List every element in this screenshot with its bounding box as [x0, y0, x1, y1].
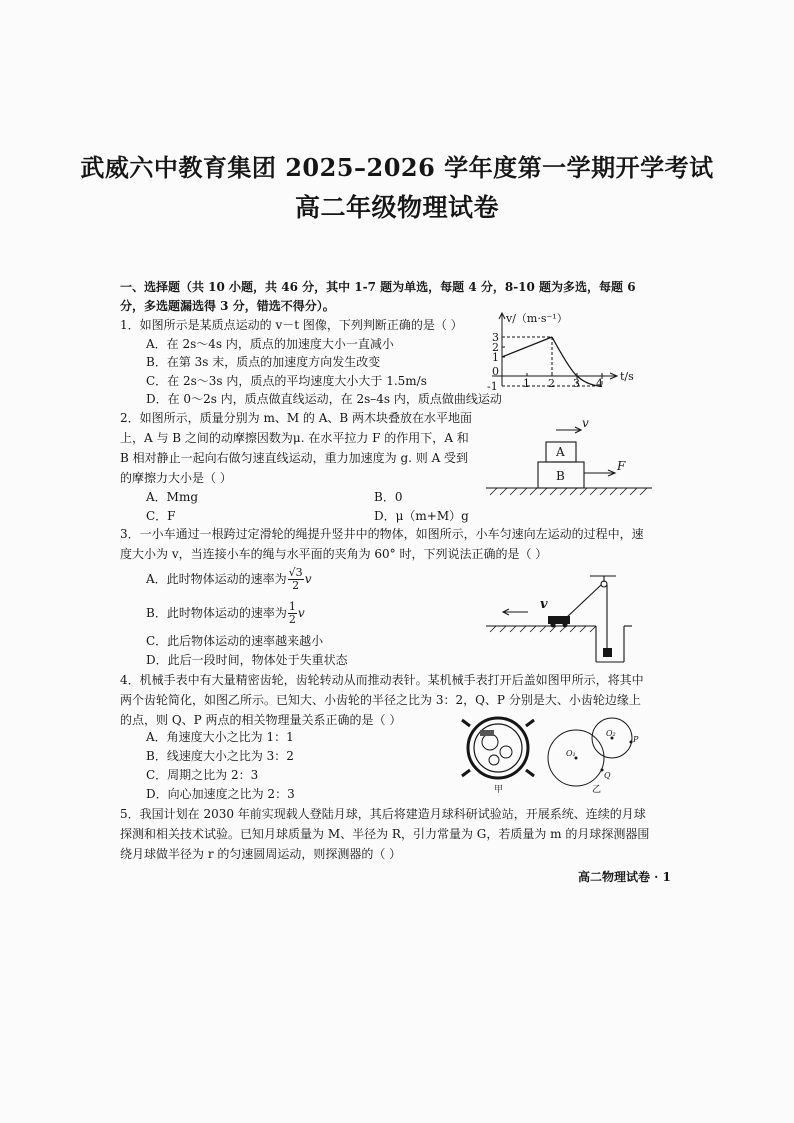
- q3-option-b-numerator: 1: [288, 600, 296, 613]
- q2-option-b: B．0: [374, 490, 403, 504]
- q4-watch-bridge: [480, 730, 494, 736]
- q1-xtick-label-3: 3: [573, 377, 580, 390]
- q4-option-c: C．周期之比为 2：3: [146, 768, 259, 782]
- q4-option-d: D．向心加速度之比为 2：3: [146, 787, 295, 801]
- q4-watch-case: [468, 718, 528, 778]
- q3-label-v: v: [540, 597, 548, 612]
- q3-option-a-var: v: [304, 572, 312, 586]
- q4-watch-photo: [458, 712, 538, 796]
- q1-ytick-label-3: 3: [492, 331, 499, 344]
- q3-pulley-figure: [484, 570, 634, 666]
- q2-label-v: v: [582, 416, 589, 430]
- q2-label-f: F: [617, 459, 626, 473]
- q1-option-c: C．在 2s～3s 内，质点的平均速度大小大于 1.5m/s: [146, 374, 427, 388]
- q4-label-p: P: [633, 735, 639, 744]
- q3-rope-to-car: [566, 585, 601, 618]
- q1-option-b: B．在第 3s 末，质点的加速度方向发生改变: [146, 355, 381, 369]
- q1-xtick-label-2: 2: [548, 377, 555, 390]
- q3-option-c: C．此后物体运动的速率越来越小: [146, 634, 324, 648]
- q2-stem: 2．如图所示，质量分别为 m、M 的 A、B 两木块叠放在水平地面上，A 与 B 之间的动摩擦因数为μ. 在水平拉力 F 的作用下，A 和 B 相对静止一起向右做匀速直线运动，重力加速度为 g. 则 A 受到的摩擦力大小是（ ）: [120, 411, 473, 485]
- q3-option-b-var: v: [297, 606, 305, 620]
- q4-label-o1: O₁: [566, 749, 576, 758]
- q1-xtick-label-4: 4: [596, 377, 603, 390]
- q2-option-c: C．F: [146, 509, 176, 523]
- exam-subtitle: 高二年级物理试卷: [294, 193, 499, 222]
- q3-option-b-denominator: 2: [288, 613, 296, 626]
- q2-option-d: D．μ（m+M）g: [374, 509, 469, 523]
- exam-title: 武威六中教育集团 2025–2026 学年度第一学期开学考试: [80, 153, 714, 182]
- q3-car-wheel-rear: [551, 623, 556, 628]
- q1-ytick-label-1: 1: [492, 351, 499, 364]
- q3-option-b: [146, 600, 305, 626]
- q3-option-b-fraction: [288, 601, 297, 626]
- q3-car-body: [548, 616, 570, 624]
- q2-option-a: A．Mmg: [146, 490, 199, 504]
- q1-vt-graph: [470, 310, 646, 392]
- q1-x-axis-label: t/s: [620, 370, 634, 383]
- q1-ytick-label-minus1: -1: [487, 380, 498, 392]
- q1-ytick-label-0: 0: [492, 365, 499, 378]
- q3-option-d: D．此后一段时间，物体处于失重状态: [146, 653, 348, 667]
- q4-option-b: B．线速度大小之比为 3：2: [146, 749, 294, 763]
- q4-label-yi: 乙: [592, 785, 602, 795]
- q4-watch-gear-3: [489, 755, 499, 765]
- q1-xtick-label-1: 1: [523, 377, 530, 390]
- q4-watch-gear-2: [500, 746, 512, 758]
- q4-stem: 4．机械手表中有大量精密齿轮，齿轮转动从而推动表针。某机械手表打开后盖如图甲所示，将其中两个齿轮简化，如图乙所示。已知大、小齿轮的半径之比为 3：2，Q、P 分别是大、小齿轮边缘上的点，则 Q、P 两点的相关物理量关系正确的是（ ）: [120, 673, 644, 727]
- q2-ground-hatch: [490, 488, 647, 495]
- q3-car-wheel-front: [563, 623, 568, 628]
- page-footer: 高二物理试卷 · 1: [578, 870, 671, 884]
- q4-watch-gear-1: [482, 734, 498, 750]
- q3-option-a-denominator: 2: [292, 579, 300, 592]
- q2-blocks-figure: [484, 416, 654, 508]
- q3-object: [603, 648, 612, 657]
- q3-stem: 3．一小车通过一根跨过定滑轮的绳提升竖井中的物体，如图所示，小车匀速向左运动的过程中，速度大小为 v，当连接小车的绳与水平面的夹角为 60° 时，下列说法正确的是（ ）: [120, 527, 644, 561]
- q2-label-a: A: [556, 445, 565, 459]
- q1-option-a: A．在 2s～4s 内，质点的加速度大小一直减小: [146, 337, 394, 351]
- q4-label-o2: O₂: [606, 729, 616, 738]
- q4-label-q: Q: [604, 771, 611, 780]
- q3-option-a-fraction: [288, 567, 304, 592]
- q4-option-a: A．角速度大小之比为 1：1: [146, 730, 294, 744]
- q4-label-jia: 甲: [494, 785, 504, 795]
- q3-option-a-numerator: √3: [288, 566, 303, 579]
- q1-option-d: D．在 0～2s 内，质点做直线运动，在 2s–4s 内，质点做曲线运动: [146, 392, 502, 406]
- q3-option-a-text: A．此时物体运动的速率为: [146, 572, 287, 586]
- q3-option-a: [146, 566, 311, 592]
- q4-watch-lugs: [462, 720, 534, 776]
- q1-line-0-2: [502, 337, 552, 357]
- q1-ytick-label-2: 2: [492, 341, 499, 354]
- section-heading: 一、选择题（共 10 小题，共 46 分，其中 1-7 题为单选，每题 4 分，8-10 题为多选，每题 6 分，多选题漏选得 3 分，错选不得分）。: [120, 280, 636, 313]
- q4-gears-diagram: [546, 712, 650, 796]
- q1-y-axis-label: v/（m·s⁻¹）: [506, 312, 568, 325]
- q3-option-b-text: B．此时物体运动的速率为: [146, 606, 287, 620]
- q1-stem: 1．如图所示是某质点运动的 v－t 图像，下列判断正确的是（ ）: [120, 318, 463, 332]
- q2-label-b: B: [556, 469, 565, 483]
- q3-ground-hatch: [490, 626, 596, 632]
- q5-stem: 5．我国计划在 2030 年前实现载人登陆月球，其后将建造月球科研试验站，开展系统、连续的月球探测和相关技术试验。已知月球质量为 M、半径为 R，引力常量为 G，若质量为 m 的月球探测器围绕月球做半径为 r 的匀速圆周运动，则探测器的（ ）: [120, 807, 650, 861]
